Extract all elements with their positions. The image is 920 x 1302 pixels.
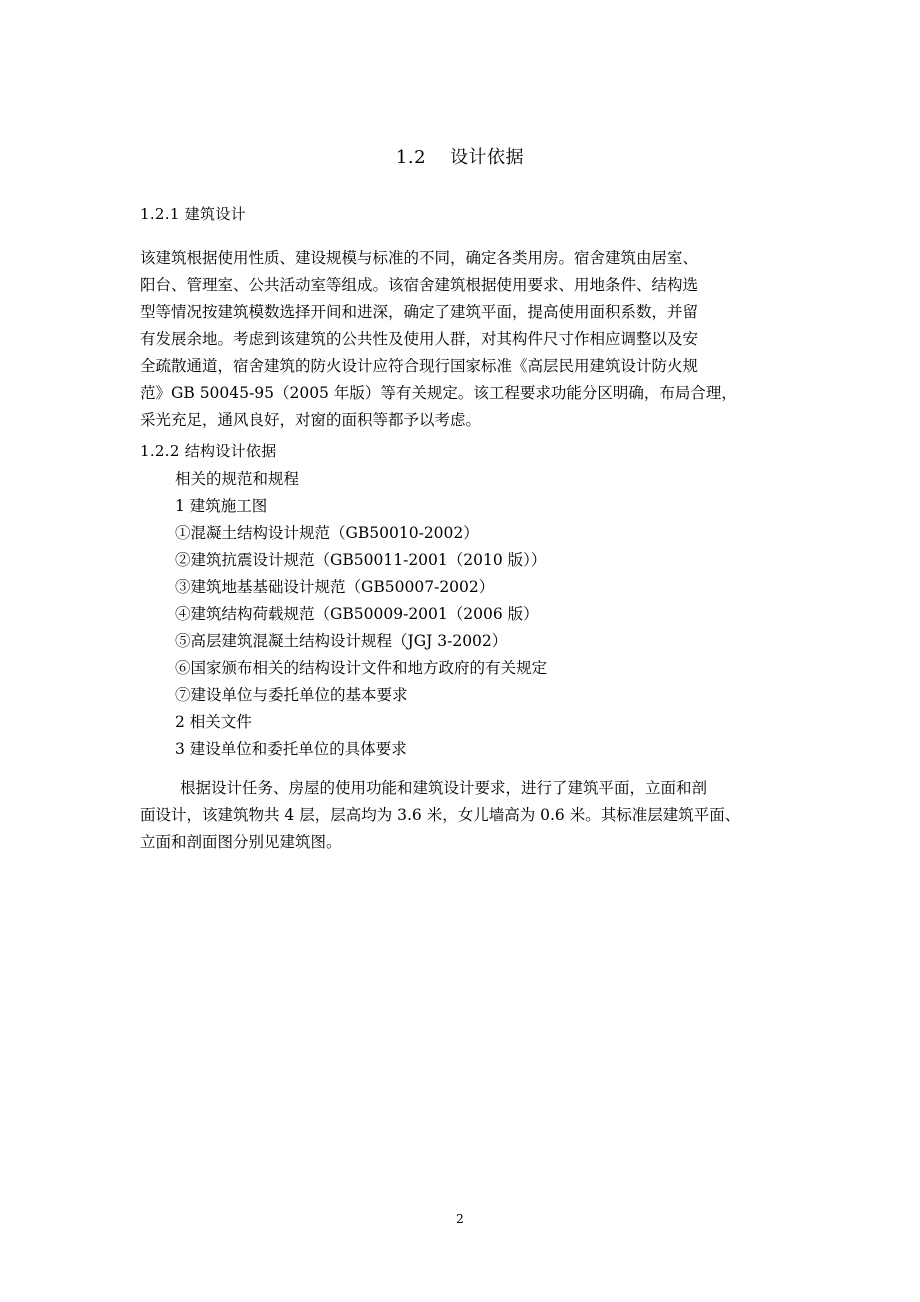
structure-basis-list <box>175 466 547 763</box>
paragraph-line: 该建筑根据使用性质、建设规模与标准的不同，确定各类用房。宿舍建筑由居室、 <box>140 249 699 267</box>
list-item: 2 相关文件 <box>175 713 252 731</box>
list-item: ⑦建设单位与委托单位的基本要求 <box>175 686 408 704</box>
section-title <box>0 143 920 169</box>
list-item: ②建筑抗震设计规范（GB50011-2001（2010 版）） <box>175 551 547 569</box>
paragraph-line: 阳台、管理室、公共活动室等组成。该宿舍建筑根据使用要求、用地条件、结构选 <box>140 276 699 294</box>
paragraph-line: 全疏散通道，宿舍建筑的防火设计应符合现行国家标准《高层民用建筑设计防火规 <box>140 357 699 375</box>
paragraph-line: 有发展余地。考虑到该建筑的公共性及使用人群，对其构件尺寸作相应调整以及安 <box>140 330 699 348</box>
subsection-heading-architecture: 1.2.1 建筑设计 <box>140 205 246 223</box>
list-item: ①混凝土结构设计规范（GB50010-2002） <box>175 524 479 542</box>
paragraph-line: 立面和剖面图分别见建筑图。 <box>140 833 342 851</box>
architecture-paragraph <box>140 245 800 434</box>
paragraph-line: 面设计，该建筑物共 4 层，层高均为 3.6 米，女儿墙高为 0.6 米。其标准层建筑平面、 <box>140 806 741 824</box>
list-item: 3 建设单位和委托单位的具体要求 <box>175 740 407 758</box>
paragraph-line: 型等情况按建筑模数选择开间和进深，确定了建筑平面，提高使用面积系数，并留 <box>140 303 699 321</box>
list-item: ③建筑地基基础设计规范（GB50007-2002） <box>175 578 495 596</box>
paragraph-line: 范》GB 50045-95（2005 年版）等有关规定。该工程要求功能分区明确，布局合理， <box>140 384 737 402</box>
closing-paragraph <box>140 775 805 856</box>
section-title-text: 设计依据 <box>450 147 525 168</box>
list-item: ④建筑结构荷载规范（GB50009-2001（2006 版） <box>175 605 539 623</box>
paragraph-line: 根据设计任务、房屋的使用功能和建筑设计要求，进行了建筑平面，立面和剖 <box>180 779 708 797</box>
paragraph-line: 采光充足，通风良好，对窗的面积等都予以考虑。 <box>140 411 482 429</box>
list-item: ⑥国家颁布相关的结构设计文件和地方政府的有关规定 <box>175 659 548 677</box>
page-number: 2 <box>456 1212 464 1226</box>
list-item: 1 建筑施工图 <box>175 497 268 515</box>
subsection-heading-structure: 1.2.2 结构设计依据 <box>140 442 277 460</box>
list-item: 相关的规范和规程 <box>175 470 300 488</box>
section-number: 1.2 <box>395 147 427 168</box>
list-item: ⑤高层建筑混凝土结构设计规程（JGJ 3-2002） <box>175 632 508 650</box>
